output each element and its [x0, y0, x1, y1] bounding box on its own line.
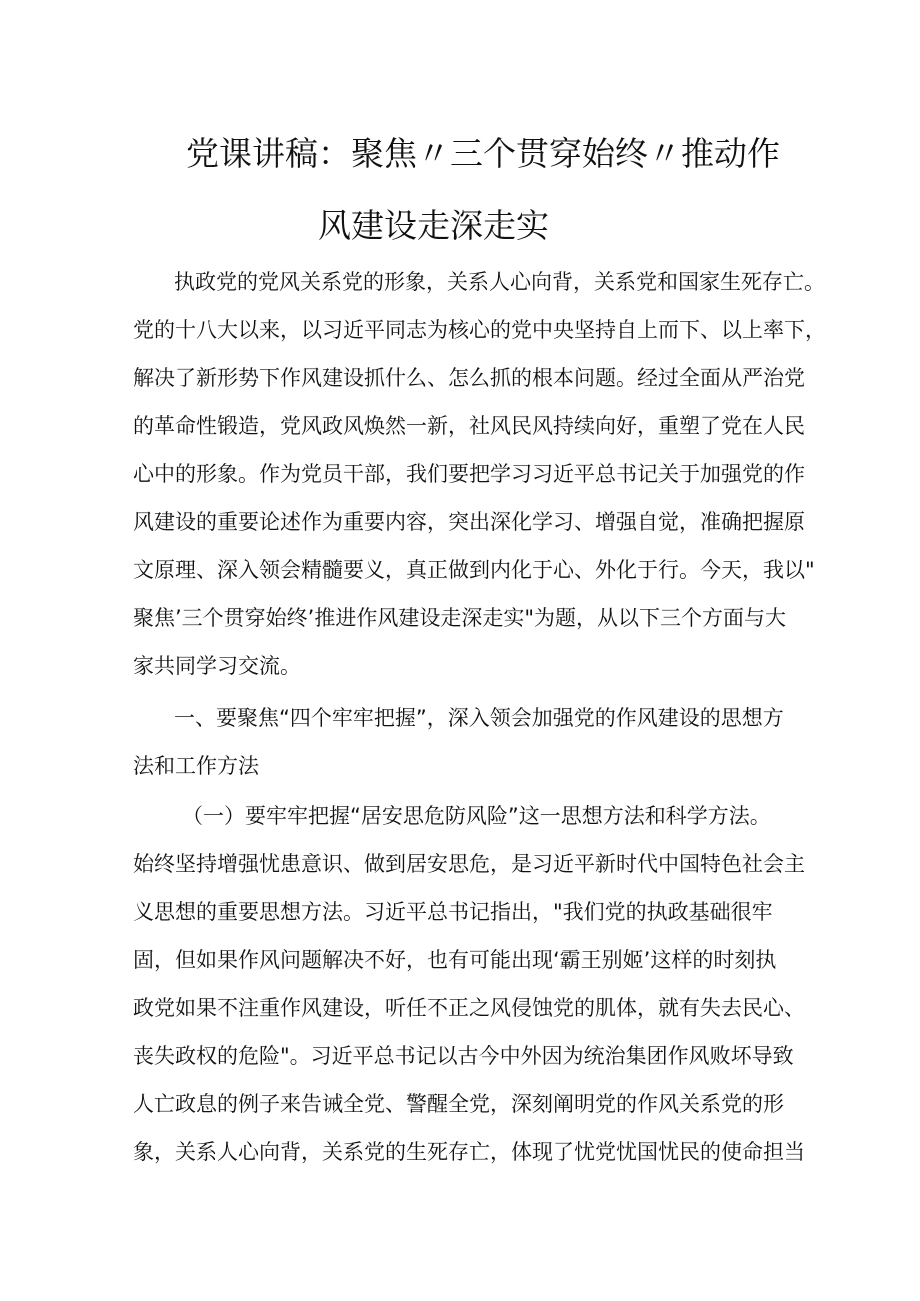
- subsection-heading-line: （一）要牢牢把握“居安思危防风险”这一思想方法和科学方法。: [182, 804, 771, 828]
- body-line: 人亡政息的例子来告诫全党、警醒全党，深刻阐明党的作风关系党的形: [133, 1092, 784, 1116]
- document-title-line-1: 党课讲稿：聚焦〃三个贯穿始终〃推动作: [186, 134, 780, 173]
- body-line: 义思想的重要思想方法。习近平总书记指出，"我们党的执政基础很牢: [133, 900, 773, 924]
- body-line: 文原理、深入领会精髓要义，真正做到内化于心、外化于行。今天，我以": [133, 558, 815, 582]
- document-title-line-2: 风建设走深走实: [318, 206, 549, 245]
- section-heading-line: 法和工作方法: [133, 754, 259, 778]
- body-line: 心中的形象。作为党员干部，我们要把学习习近平总书记关于加强党的作: [133, 462, 805, 486]
- body-line: 固，但如果作风问题解决不好，也有可能出现‘霸王别姬’这样的时刻执: [133, 948, 777, 972]
- body-line: 聚焦’三个贯穿始终’推进作风建设走深走实"为题，从以下三个方面与大: [133, 606, 787, 630]
- body-line: 丧失政权的危险"。习近平总书记以古今中外因为统治集团作风败坏导致: [133, 1044, 794, 1068]
- section-heading-line: 一、要聚焦“四个牢牢把握”，深入领会加强党的作风建设的思想方: [174, 706, 784, 730]
- body-line: 政党如果不注重作风建设，听任不正之风侵蚀党的肌体，就有失去民心、: [133, 996, 805, 1020]
- body-line: 始终坚持增强忧患意识、做到居安思危，是习近平新时代中国特色社会主: [133, 852, 805, 876]
- body-line: 解决了新形势下作风建设抓什么、怎么抓的根本问题。经过全面从严治党: [133, 366, 805, 390]
- body-line: 风建设的重要论述作为重要内容，突出深化学习、增强自觉，准确把握原: [133, 510, 805, 534]
- body-line: 象，关系人心向背，关系党的生死存亡，体现了忧党忧国忧民的使命担当: [133, 1140, 805, 1164]
- body-line: 家共同学习交流。: [133, 654, 301, 678]
- body-line: 执政党的党风关系党的形象，关系人心向背，关系党和国家生死存亡。: [174, 270, 825, 294]
- body-line: 党的十八大以来，以习近平同志为核心的党中央坚持自上而下、以上率下，: [133, 318, 826, 342]
- body-line: 的革命性锻造，党风政风焕然一新，社风民风持续向好，重塑了党在人民: [133, 414, 805, 438]
